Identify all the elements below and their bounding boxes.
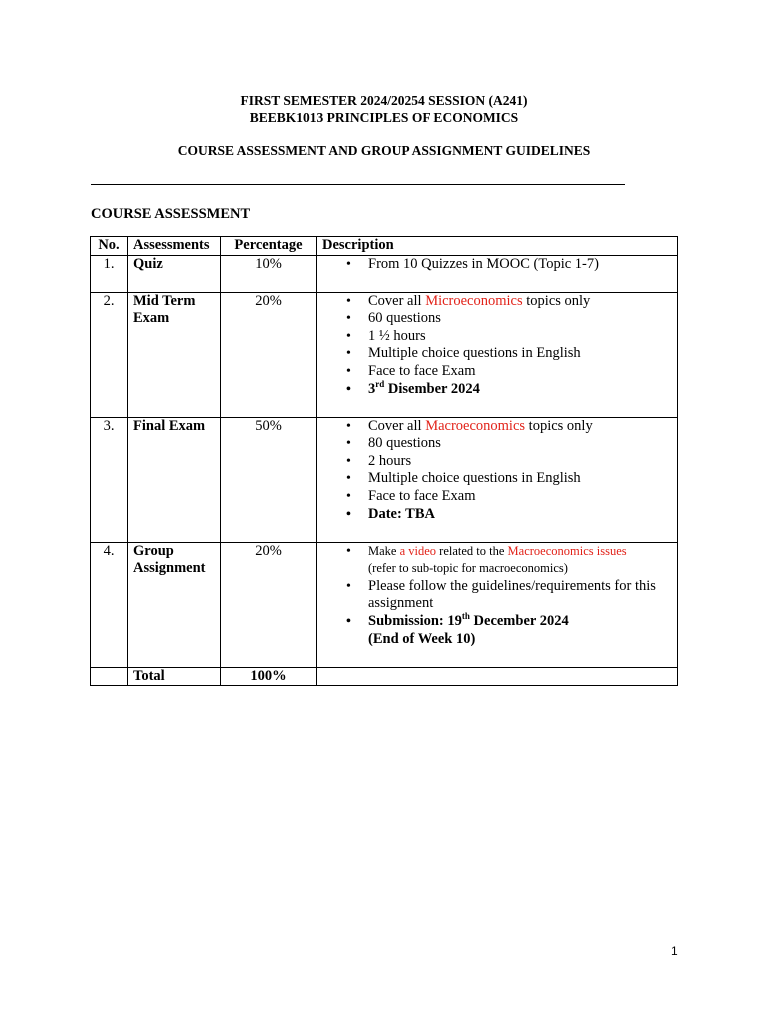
description-bullet: • Face to face Exam	[368, 488, 672, 506]
row-percentage: 50%	[221, 417, 317, 542]
row-percentage: 10%	[221, 255, 317, 292]
col-header-percentage: Percentage	[221, 237, 317, 256]
doc-title-line2: BEEBK1013 PRINCIPLES OF ECONOMICS	[249, 110, 519, 125]
row-assessment: Final Exam	[128, 417, 221, 542]
table-row	[91, 255, 678, 292]
description-bullet	[368, 418, 672, 436]
highlight-text: a video	[399, 543, 437, 558]
row-no: 4.	[91, 542, 128, 667]
description-bullet: • Multiple choice questions in English	[368, 470, 672, 488]
col-header-no: No.	[91, 237, 128, 256]
description-bullet: • 60 questions	[368, 310, 672, 328]
description-bullet	[368, 613, 672, 648]
total-label: Total	[128, 667, 221, 686]
col-header-description: Description	[317, 237, 678, 256]
ordinal-suffix: rd	[375, 378, 385, 389]
row-assessment: Group Assignment	[128, 542, 221, 667]
table-total-row	[91, 667, 678, 686]
row-no: 1.	[91, 255, 128, 292]
table-row	[91, 417, 678, 542]
row-no: 3.	[91, 417, 128, 542]
table-row	[91, 542, 678, 667]
description-bullet: • 1 ½ hours	[368, 328, 672, 346]
col-header-assessments: Assessments	[128, 237, 221, 256]
row-no: 2.	[91, 292, 128, 417]
description-bullet	[368, 543, 672, 578]
row-percentage: 20%	[221, 542, 317, 667]
row-description	[317, 292, 678, 417]
row-no	[91, 667, 128, 686]
row-description	[317, 417, 678, 542]
assessment-table	[90, 236, 678, 686]
row-assessment: Mid Term Exam	[128, 292, 221, 417]
bullet-text: topics only	[525, 417, 593, 434]
description-bullet: • Date: TBA	[368, 506, 672, 524]
exam-date-rest: Disember 2024	[384, 380, 480, 397]
description-bullet: • Multiple choice questions in English	[368, 345, 672, 363]
row-description	[317, 667, 678, 686]
row-percentage: 20%	[221, 292, 317, 417]
row-description	[317, 255, 678, 292]
description-bullet: • 2 hours	[368, 453, 672, 471]
bullet-text: topics only	[522, 292, 591, 309]
bullet-text: (refer to sub-topic for macroeconomics)	[368, 561, 568, 576]
description-bullet	[368, 378, 672, 399]
description-bullet: • Please follow the guidelines/requirements for this assignment	[368, 578, 672, 613]
submission-date: December 2024	[469, 612, 569, 629]
doc-title-line1: FIRST SEMESTER 2024/20254 SESSION (A241)	[240, 93, 528, 108]
total-value: 100%	[221, 667, 317, 686]
ordinal-suffix: th	[461, 611, 470, 622]
bullet-text: related to the	[436, 543, 508, 558]
table-header-row	[91, 237, 678, 256]
highlight-text: Microeconomics	[425, 292, 523, 309]
exam-date-day: 3	[368, 380, 376, 397]
description-bullet: • 80 questions	[368, 435, 672, 453]
horizontal-divider	[91, 184, 625, 185]
row-description	[317, 542, 678, 667]
description-bullet	[368, 293, 672, 311]
description-bullet: • From 10 Quizzes in MOOC (Topic 1-7)	[368, 256, 672, 274]
page-number: 1	[671, 944, 678, 958]
bullet-text: Cover all	[368, 292, 426, 309]
doc-title-line3: COURSE ASSESSMENT AND GROUP ASSIGNMENT GUIDELINES	[177, 143, 591, 158]
submission-week: (End of Week 10)	[368, 630, 476, 647]
bullet-text: Make	[368, 543, 400, 558]
highlight-text: Macroeconomics	[425, 417, 526, 434]
description-bullet: • Face to face Exam	[368, 363, 672, 381]
highlight-text: Macroeconomics issues	[507, 543, 627, 558]
table-row	[91, 292, 678, 417]
submission-label: Submission: 19	[368, 612, 462, 629]
bullet-text: Cover all	[368, 417, 426, 434]
row-assessment: Quiz	[128, 255, 221, 292]
section-title: COURSE ASSESSMENT	[91, 206, 251, 222]
